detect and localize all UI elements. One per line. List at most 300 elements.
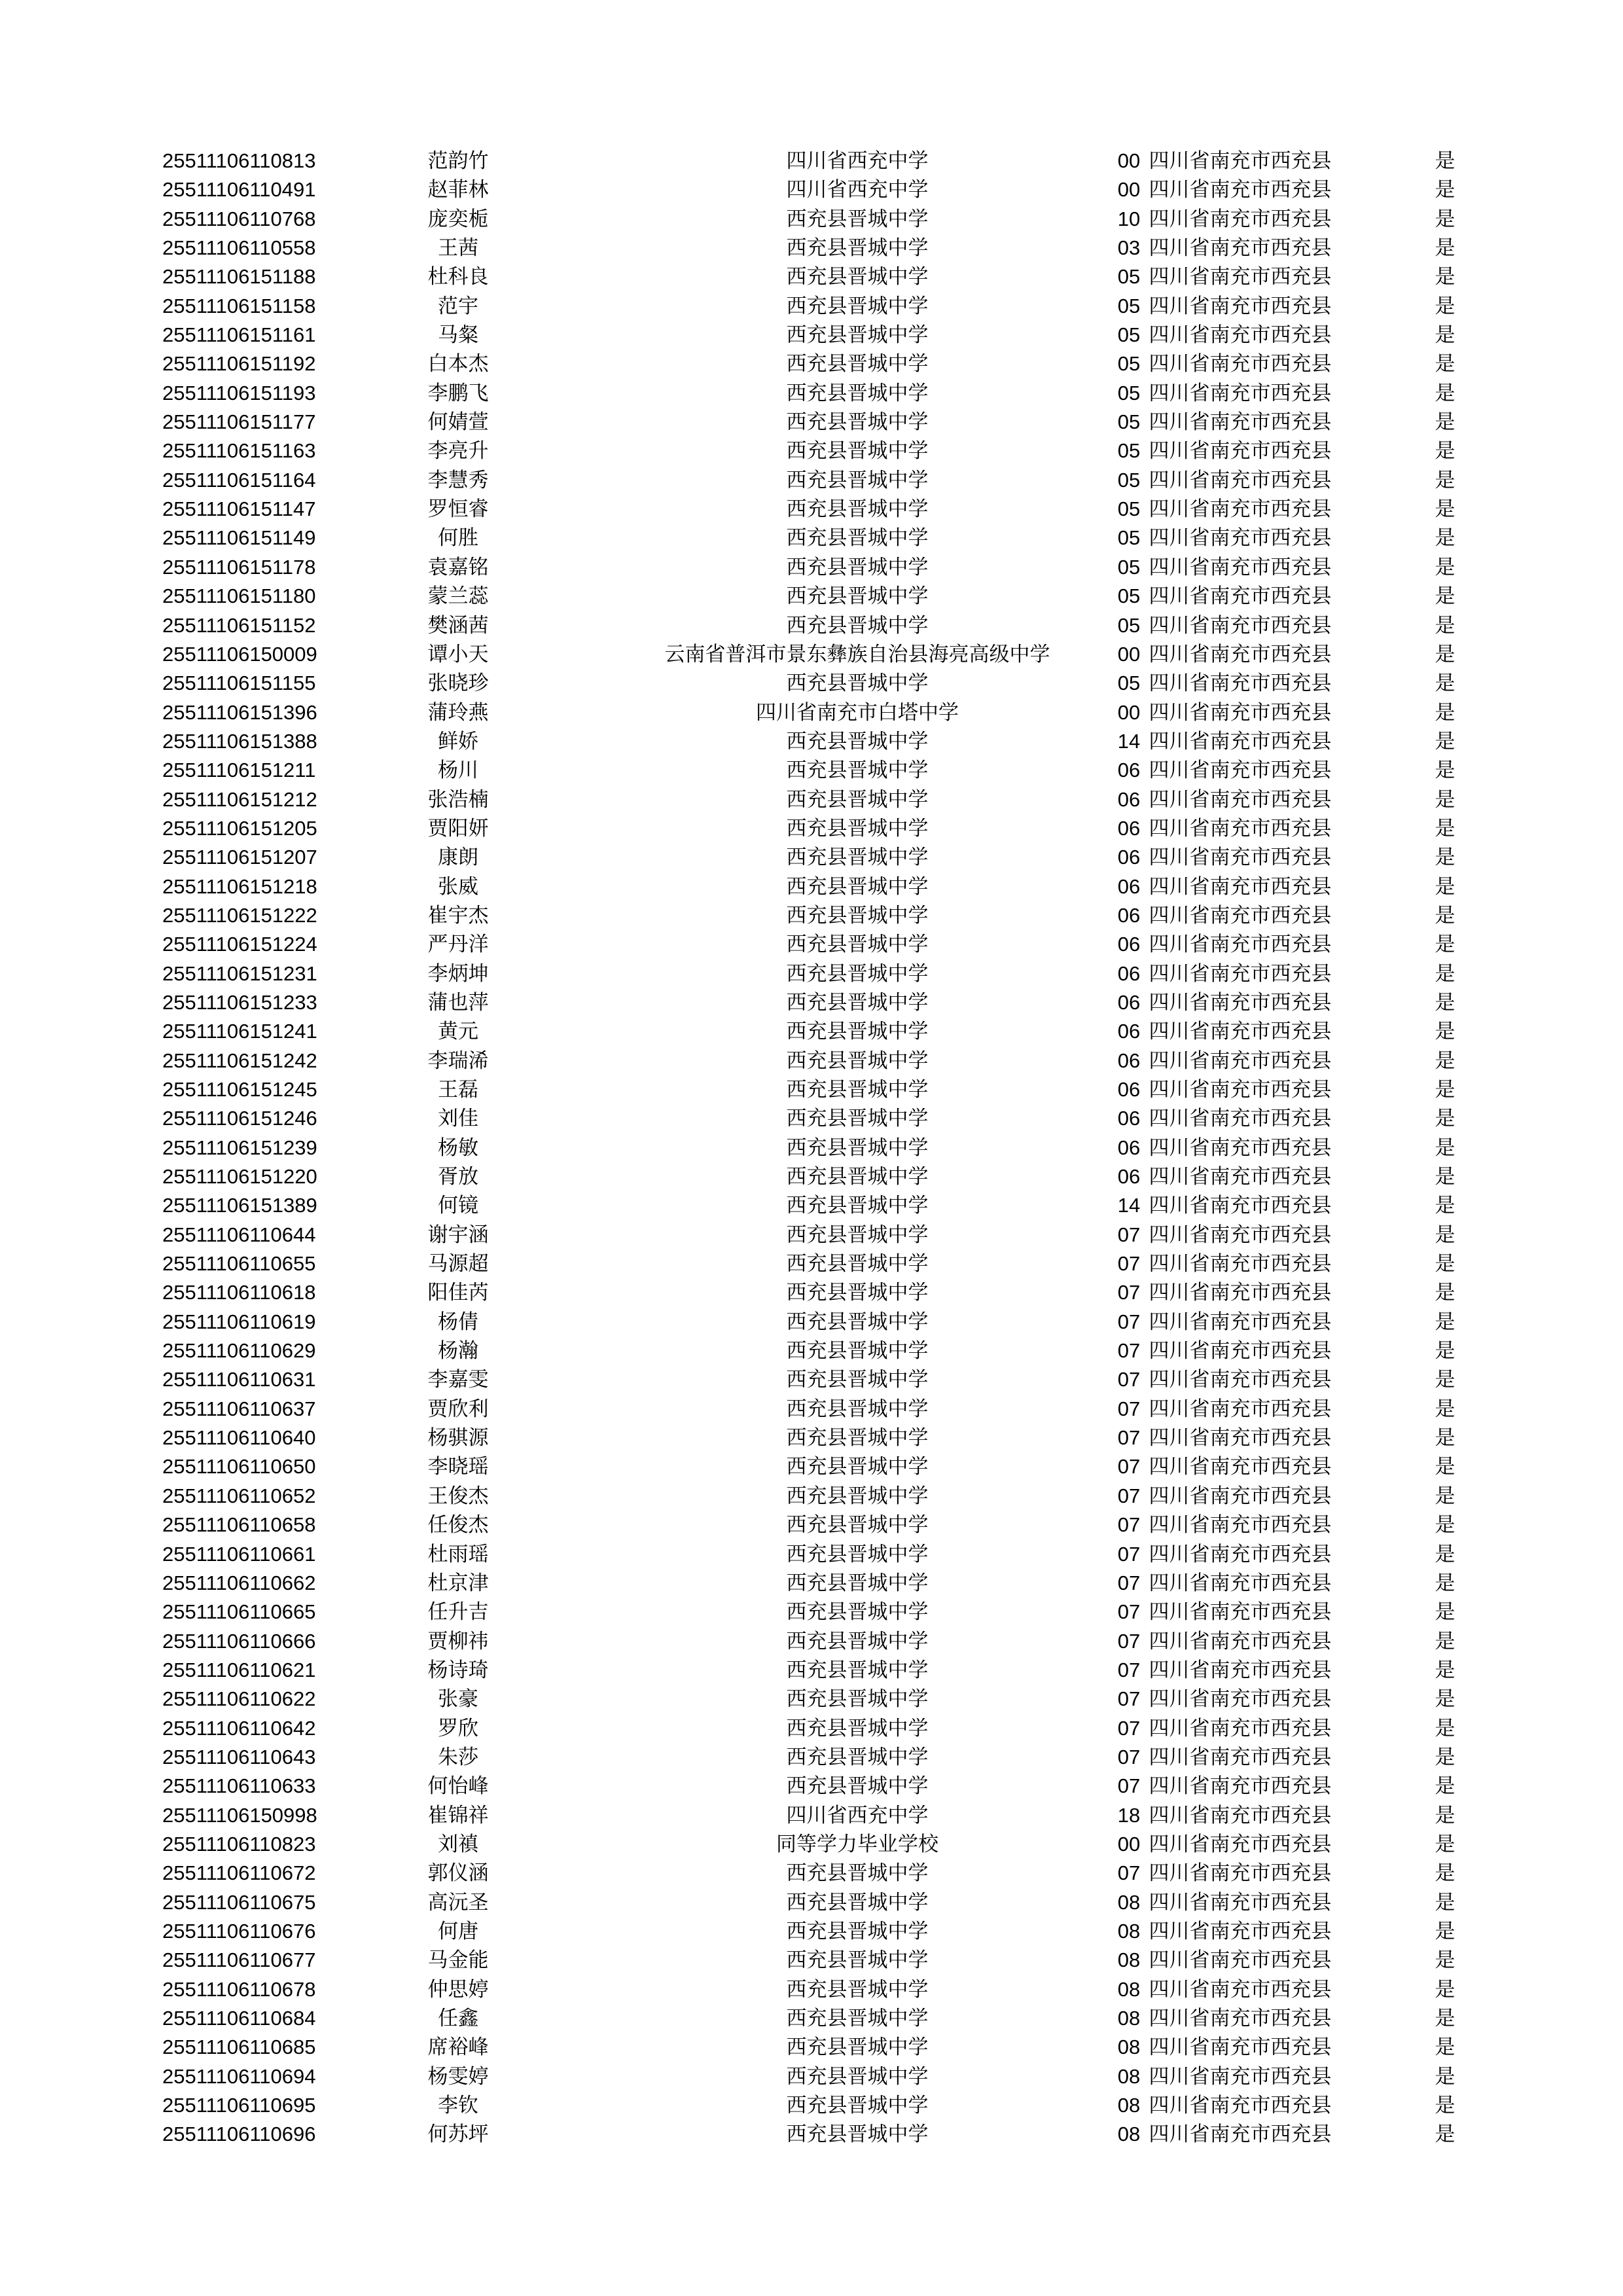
table-row (157, 1365, 1466, 1394)
table-row (157, 1162, 1466, 1191)
student-id: 25511106110644 (162, 1223, 316, 1246)
school-name: 西充县晋城中学 (786, 265, 929, 289)
eligible-flag: 是 (1435, 1832, 1455, 1856)
table-row (157, 1134, 1466, 1162)
class-code: 14 (1117, 1194, 1141, 1217)
student-id: 25511106151388 (162, 729, 317, 753)
eligible-flag: 是 (1435, 613, 1455, 637)
student-name: 杨诗琦 (427, 1658, 489, 1681)
student-id: 25511106110677 (162, 1948, 316, 1972)
student-name: 马粲 (438, 323, 478, 347)
region: 四川省南充市西充县 (1149, 1774, 1332, 1798)
table-row (157, 960, 1466, 988)
student-id: 25511106151222 (162, 903, 317, 927)
student-name: 李炳坤 (427, 961, 489, 985)
school-name: 西充县晋城中学 (786, 1165, 929, 1189)
class-code: 14 (1117, 729, 1141, 753)
region: 四川省南充市西充县 (1149, 207, 1332, 230)
region: 四川省南充市西充县 (1149, 439, 1332, 463)
school-name: 西充县晋城中学 (786, 1136, 929, 1159)
student-name: 贾欣利 (427, 1397, 489, 1420)
school-name: 西充县晋城中学 (786, 1281, 929, 1304)
eligible-flag: 是 (1435, 1861, 1455, 1885)
table-row (157, 843, 1466, 872)
eligible-flag: 是 (1435, 178, 1455, 202)
table-row (157, 1801, 1466, 1830)
table-row (157, 1714, 1466, 1743)
region: 四川省南充市西充县 (1149, 729, 1332, 753)
student-name: 张威 (438, 874, 478, 898)
eligible-flag: 是 (1435, 323, 1455, 347)
class-code: 06 (1117, 816, 1141, 840)
region: 四川省南充市西充县 (1149, 526, 1332, 550)
table-row (157, 321, 1466, 350)
table-row (157, 1917, 1466, 1946)
student-name: 张晓珍 (427, 672, 489, 695)
eligible-flag: 是 (1435, 1252, 1455, 1276)
student-id: 25511106110662 (162, 1571, 316, 1594)
class-code: 05 (1117, 672, 1141, 695)
region: 四川省南充市西充县 (1149, 1977, 1332, 2001)
eligible-flag: 是 (1435, 2064, 1455, 2088)
class-code: 08 (1117, 2064, 1141, 2088)
student-name: 阳佳芮 (427, 1281, 489, 1304)
school-name: 西充县晋城中学 (786, 613, 929, 637)
student-id: 25511106110678 (162, 1977, 316, 2001)
eligible-flag: 是 (1435, 1426, 1455, 1450)
eligible-flag: 是 (1435, 1020, 1455, 1043)
eligible-flag: 是 (1435, 497, 1455, 521)
eligible-flag: 是 (1435, 1687, 1455, 1711)
region: 四川省南充市西充县 (1149, 468, 1332, 492)
region: 四川省南充市西充县 (1149, 990, 1332, 1014)
class-code: 07 (1117, 1223, 1141, 1246)
student-id: 25511106151212 (162, 787, 317, 811)
student-id: 25511106151205 (162, 816, 317, 840)
class-code: 05 (1117, 352, 1141, 376)
student-name: 何苏坪 (427, 2123, 489, 2146)
class-code: 06 (1117, 903, 1141, 927)
school-name: 西充县晋城中学 (786, 1919, 929, 1943)
eligible-flag: 是 (1435, 1513, 1455, 1537)
student-id: 25511106151211 (162, 759, 316, 782)
student-id: 25511106151242 (162, 1049, 317, 1072)
class-code: 05 (1117, 613, 1141, 637)
table-row (157, 698, 1466, 727)
class-code: 08 (1117, 2007, 1141, 2030)
class-code: 08 (1117, 2036, 1141, 2059)
school-name: 西充县晋城中学 (786, 2036, 929, 2059)
table-row (157, 1047, 1466, 1075)
region: 四川省南充市西充县 (1149, 381, 1332, 404)
school-name: 西充县晋城中学 (786, 2007, 929, 2030)
eligible-flag: 是 (1435, 1281, 1455, 1304)
student-id: 25511106110672 (162, 1861, 316, 1885)
eligible-flag: 是 (1435, 1542, 1455, 1566)
class-code: 05 (1117, 526, 1141, 550)
eligible-flag: 是 (1435, 1774, 1455, 1798)
school-name: 西充县晋城中学 (786, 410, 929, 434)
school-name: 西充县晋城中学 (786, 1861, 929, 1885)
student-name: 刘佳 (438, 1107, 478, 1130)
table-row (157, 2120, 1466, 2149)
eligible-flag: 是 (1435, 1629, 1455, 1653)
student-name: 马金能 (427, 1948, 489, 1972)
school-name: 西充县晋城中学 (786, 584, 929, 608)
table-row (157, 1598, 1466, 1626)
table-row (157, 234, 1466, 262)
class-code: 05 (1117, 584, 1141, 608)
region: 四川省南充市西充县 (1149, 1513, 1332, 1537)
school-name: 西充县晋城中学 (786, 1542, 929, 1566)
student-id: 25511106110642 (162, 1716, 316, 1740)
student-id: 25511106151180 (162, 584, 316, 608)
class-code: 07 (1117, 1658, 1141, 1681)
table-row (157, 292, 1466, 321)
eligible-flag: 是 (1435, 352, 1455, 376)
eligible-flag: 是 (1435, 1223, 1455, 1246)
student-name: 罗恒睿 (427, 497, 489, 521)
student-id: 25511106110696 (162, 2123, 316, 2146)
student-name: 杨倩 (438, 1310, 478, 1333)
class-code: 08 (1117, 1948, 1141, 1972)
class-code: 06 (1117, 759, 1141, 782)
student-id: 25511106110558 (162, 236, 316, 260)
table-row (157, 930, 1466, 959)
class-code: 06 (1117, 933, 1141, 956)
school-name: 西充县晋城中学 (786, 729, 929, 753)
region: 四川省南充市西充县 (1149, 1194, 1332, 1217)
eligible-flag: 是 (1435, 672, 1455, 695)
eligible-flag: 是 (1435, 584, 1455, 608)
class-code: 00 (1117, 178, 1141, 202)
school-name: 西充县晋城中学 (786, 1484, 929, 1507)
eligible-flag: 是 (1435, 1165, 1455, 1189)
school-name: 西充县晋城中学 (786, 1368, 929, 1391)
eligible-flag: 是 (1435, 1658, 1455, 1681)
class-code: 08 (1117, 2123, 1141, 2146)
student-name: 李晓瑶 (427, 1455, 489, 1479)
region: 四川省南充市西充县 (1149, 1745, 1332, 1768)
student-name: 贾柳祎 (427, 1629, 489, 1653)
class-code: 00 (1117, 700, 1141, 724)
eligible-flag: 是 (1435, 2007, 1455, 2030)
school-name: 西充县晋城中学 (786, 439, 929, 463)
class-code: 05 (1117, 381, 1141, 404)
table-row (157, 2033, 1466, 2062)
class-code: 06 (1117, 1136, 1141, 1159)
eligible-flag: 是 (1435, 1890, 1455, 1914)
eligible-flag: 是 (1435, 1745, 1455, 1768)
student-id: 25511106151164 (162, 468, 316, 492)
eligible-flag: 是 (1435, 294, 1455, 317)
class-code: 07 (1117, 1861, 1141, 1885)
student-id: 25511106110685 (162, 2036, 316, 2059)
region: 四川省南充市西充县 (1149, 410, 1332, 434)
region: 四川省南充市西充县 (1149, 1252, 1332, 1276)
table-row (157, 1482, 1466, 1511)
school-name: 西充县晋城中学 (786, 1223, 929, 1246)
region: 四川省南充市西充县 (1149, 1310, 1332, 1333)
eligible-flag: 是 (1435, 381, 1455, 404)
table-row (157, 553, 1466, 582)
region: 四川省南充市西充县 (1149, 1020, 1332, 1043)
region: 四川省南充市西充县 (1149, 1890, 1332, 1914)
class-code: 03 (1117, 236, 1141, 260)
student-id: 25511106151155 (162, 672, 316, 695)
table-row (157, 1278, 1466, 1307)
student-id: 25511106110643 (162, 1745, 316, 1768)
student-id: 25511106110768 (162, 207, 316, 230)
table-row (157, 2004, 1466, 2033)
student-name: 胥放 (438, 1165, 478, 1189)
school-name: 西充县晋城中学 (786, 2123, 929, 2146)
class-code: 08 (1117, 2094, 1141, 2117)
table-row (157, 1685, 1466, 1713)
eligible-flag: 是 (1435, 759, 1455, 782)
class-code: 07 (1117, 1484, 1141, 1507)
table-row (157, 1859, 1466, 1888)
student-name: 杨川 (438, 759, 478, 782)
class-code: 06 (1117, 1020, 1141, 1043)
eligible-flag: 是 (1435, 1571, 1455, 1594)
student-name: 仲思婷 (427, 1977, 489, 2001)
school-name: 西充县晋城中学 (786, 2094, 929, 2117)
eligible-flag: 是 (1435, 265, 1455, 289)
student-name: 杜京津 (427, 1571, 489, 1594)
student-name: 贾阳妍 (427, 816, 489, 840)
school-name: 西充县晋城中学 (786, 1890, 929, 1914)
school-name: 西充县晋城中学 (786, 1716, 929, 1740)
student-name: 杜科良 (427, 265, 489, 289)
student-name: 杨雯婷 (427, 2064, 489, 2088)
student-name: 王茜 (438, 236, 478, 260)
eligible-flag: 是 (1435, 2123, 1455, 2146)
student-table (157, 147, 1466, 2149)
region: 四川省南充市西充县 (1149, 874, 1332, 898)
eligible-flag: 是 (1435, 2036, 1455, 2059)
school-name: 西充县晋城中学 (786, 1078, 929, 1101)
table-row (157, 1743, 1466, 1772)
school-name: 西充县晋城中学 (786, 1194, 929, 1217)
student-name: 杨瀚 (438, 1339, 478, 1363)
eligible-flag: 是 (1435, 933, 1455, 956)
eligible-flag: 是 (1435, 468, 1455, 492)
school-name: 西充县晋城中学 (786, 961, 929, 985)
student-id: 25511106151246 (162, 1107, 317, 1130)
student-id: 25511106151241 (162, 1020, 317, 1043)
class-code: 07 (1117, 1339, 1141, 1363)
student-name: 任俊杰 (427, 1513, 489, 1537)
school-name: 西充县晋城中学 (786, 1658, 929, 1681)
eligible-flag: 是 (1435, 1977, 1455, 2001)
table-row (157, 727, 1466, 756)
school-name: 西充县晋城中学 (786, 1948, 929, 1972)
class-code: 07 (1117, 1368, 1141, 1391)
eligible-flag: 是 (1435, 439, 1455, 463)
student-name: 郭仪涵 (427, 1861, 489, 1885)
school-name: 同等学力毕业学校 (776, 1832, 938, 1856)
student-id: 25511106151177 (162, 410, 316, 434)
school-name: 西充县晋城中学 (786, 759, 929, 782)
table-row (157, 785, 1466, 814)
school-name: 西充县晋城中学 (786, 816, 929, 840)
class-code: 06 (1117, 1078, 1141, 1101)
region: 四川省南充市西充县 (1149, 816, 1332, 840)
student-id: 25511106110621 (162, 1658, 316, 1681)
region: 四川省南充市西充县 (1149, 1165, 1332, 1189)
student-name: 鲜娇 (438, 729, 478, 753)
school-name: 西充县晋城中学 (786, 323, 929, 347)
region: 四川省南充市西充县 (1149, 352, 1332, 376)
student-name: 杨敏 (438, 1136, 478, 1159)
school-name: 西充县晋城中学 (786, 903, 929, 927)
student-id: 25511106110637 (162, 1397, 316, 1420)
student-name: 严丹洋 (427, 933, 489, 956)
region: 四川省南充市西充县 (1149, 1600, 1332, 1624)
eligible-flag: 是 (1435, 1049, 1455, 1072)
region: 四川省南充市西充县 (1149, 1716, 1332, 1740)
region: 四川省南充市西充县 (1149, 294, 1332, 317)
class-code: 06 (1117, 1049, 1141, 1072)
region: 四川省南充市西充县 (1149, 700, 1332, 724)
table-row (157, 1772, 1466, 1801)
class-code: 08 (1117, 1919, 1141, 1943)
table-row (157, 1191, 1466, 1220)
school-name: 四川省西充中学 (786, 178, 929, 202)
school-name: 西充县晋城中学 (786, 787, 929, 811)
table-row (157, 1946, 1466, 1975)
eligible-flag: 是 (1435, 1107, 1455, 1130)
class-code: 06 (1117, 990, 1141, 1014)
table-row (157, 901, 1466, 930)
region: 四川省南充市西充县 (1149, 1107, 1332, 1130)
student-name: 席裕峰 (427, 2036, 489, 2059)
table-row (157, 437, 1466, 465)
student-name: 杨骐源 (427, 1426, 489, 1450)
table-row (157, 1511, 1466, 1539)
class-code: 05 (1117, 497, 1141, 521)
class-code: 07 (1117, 1310, 1141, 1333)
student-id: 25511106110823 (162, 1832, 316, 1856)
region: 四川省南充市西充县 (1149, 265, 1332, 289)
class-code: 06 (1117, 1107, 1141, 1130)
table-row (157, 1888, 1466, 1917)
student-name: 何镜 (438, 1194, 478, 1217)
student-id: 25511106110650 (162, 1455, 316, 1479)
region: 四川省南充市西充县 (1149, 1455, 1332, 1479)
class-code: 07 (1117, 1600, 1141, 1624)
student-id: 25511106110640 (162, 1426, 316, 1450)
region: 四川省南充市西充县 (1149, 672, 1332, 695)
student-id: 25511106110629 (162, 1339, 316, 1363)
student-name: 李瑞浠 (427, 1049, 489, 1072)
student-id: 25511106151224 (162, 933, 317, 956)
student-name: 杜雨瑶 (427, 1542, 489, 1566)
school-name: 西充县晋城中学 (786, 1687, 929, 1711)
region: 四川省南充市西充县 (1149, 1368, 1332, 1391)
region: 四川省南充市西充县 (1149, 2007, 1332, 2030)
region: 四川省南充市西充县 (1149, 1426, 1332, 1450)
student-id: 25511106150009 (162, 642, 317, 666)
table-row (157, 669, 1466, 698)
table-row (157, 1395, 1466, 1424)
student-name: 李钦 (438, 2094, 478, 2117)
student-name: 张浩楠 (427, 787, 489, 811)
table-row (157, 756, 1466, 785)
table-row (157, 1627, 1466, 1656)
region: 四川省南充市西充县 (1149, 2064, 1332, 2088)
student-name: 何怡峰 (427, 1774, 489, 1798)
student-id: 25511106110652 (162, 1484, 316, 1507)
class-code: 05 (1117, 294, 1141, 317)
student-name: 李鹏飞 (427, 381, 489, 404)
school-name: 西充县晋城中学 (786, 1426, 929, 1450)
student-name: 张豪 (438, 1687, 478, 1711)
class-code: 10 (1117, 207, 1141, 230)
table-row (157, 1830, 1466, 1859)
class-code: 07 (1117, 1397, 1141, 1420)
student-name: 谭小天 (427, 642, 489, 666)
student-name: 崔锦祥 (427, 1803, 489, 1827)
student-name: 任升吉 (427, 1600, 489, 1624)
school-name: 西充县晋城中学 (786, 672, 929, 695)
class-code: 05 (1117, 555, 1141, 579)
student-name: 白本杰 (427, 352, 489, 376)
student-name: 罗欣 (438, 1716, 478, 1740)
eligible-flag: 是 (1435, 729, 1455, 753)
region: 四川省南充市西充县 (1149, 613, 1332, 637)
table-row (157, 175, 1466, 204)
region: 四川省南充市西充县 (1149, 961, 1332, 985)
table-row (157, 524, 1466, 552)
class-code: 07 (1117, 1687, 1141, 1711)
student-id: 25511106110619 (162, 1310, 316, 1333)
school-name: 西充县晋城中学 (786, 1745, 929, 1768)
school-name: 西充县晋城中学 (786, 1774, 929, 1798)
region: 四川省南充市西充县 (1149, 1281, 1332, 1304)
eligible-flag: 是 (1435, 1339, 1455, 1363)
school-name: 西充县晋城中学 (786, 1600, 929, 1624)
student-name: 崔宇杰 (427, 903, 489, 927)
table-row (157, 350, 1466, 378)
table-row (157, 988, 1466, 1017)
table-row (157, 1221, 1466, 1249)
student-name: 李嘉雯 (427, 1368, 489, 1391)
student-id: 25511106110491 (162, 178, 316, 202)
student-name: 刘禛 (438, 1832, 478, 1856)
table-row (157, 1656, 1466, 1685)
student-name: 高沅圣 (427, 1890, 489, 1914)
student-name: 王磊 (438, 1078, 478, 1101)
region: 四川省南充市西充县 (1149, 1861, 1332, 1885)
class-code: 06 (1117, 874, 1141, 898)
student-name: 何唐 (438, 1919, 478, 1943)
table-row (157, 205, 1466, 234)
student-id: 25511106151149 (162, 526, 316, 550)
region: 四川省南充市西充县 (1149, 1571, 1332, 1594)
student-id: 25511106151239 (162, 1136, 317, 1159)
eligible-flag: 是 (1435, 410, 1455, 434)
school-name: 西充县晋城中学 (786, 468, 929, 492)
table-row (157, 1017, 1466, 1046)
region: 四川省南充市西充县 (1149, 236, 1332, 260)
class-code: 07 (1117, 1571, 1141, 1594)
eligible-flag: 是 (1435, 526, 1455, 550)
table-row (157, 1569, 1466, 1598)
class-code: 06 (1117, 787, 1141, 811)
student-id: 25511106110658 (162, 1513, 316, 1537)
